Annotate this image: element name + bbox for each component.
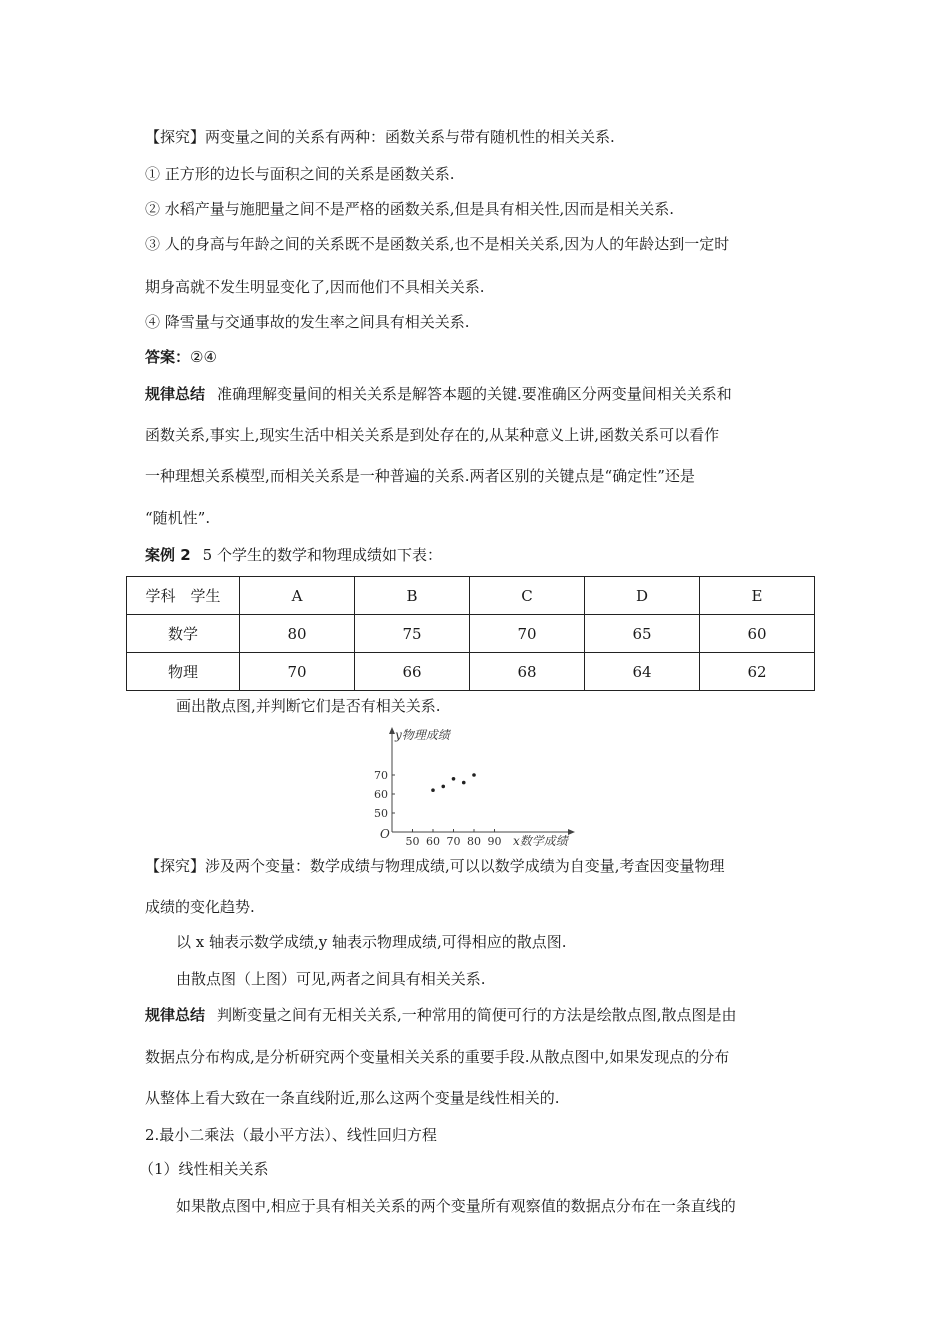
- item-3-line-2: 期身高就不发生明显变化了,因而他们不具相关关系.: [145, 278, 485, 296]
- table-cell: 64: [585, 653, 700, 691]
- table-header-cell: D: [585, 577, 700, 615]
- y-axis-label: y物理成绩: [395, 728, 450, 742]
- y-tick-label: 70: [374, 769, 388, 782]
- table-cell: 66: [355, 653, 470, 691]
- axis-description: 以 x 轴表示数学成绩,y 轴表示物理成绩,可得相应的散点图.: [176, 933, 567, 951]
- scatter-point: [431, 788, 435, 792]
- scatter-point: [462, 781, 466, 785]
- rule-summary-label: 规律总结: [145, 385, 206, 403]
- case-label: 案例 2: [145, 546, 191, 564]
- table-row: [127, 653, 815, 691]
- explore-tag: 【探究】: [145, 857, 206, 875]
- explore-text: 两变量之间的关系有两种：函数关系与带有随机性的相关关系.: [205, 128, 615, 146]
- item-1: ① 正方形的边长与面积之间的关系是函数关系.: [145, 165, 455, 183]
- x-tick-label: 70: [446, 835, 461, 848]
- table-cell: 62: [700, 653, 815, 691]
- item-2: ② 水稻产量与施肥量之间不是严格的函数关系,但是具有相关性,因而是相关关系.: [145, 200, 675, 218]
- item-4: ④ 降雪量与交通事故的发生率之间具有相关关系.: [145, 313, 470, 331]
- table-cell: 数学: [127, 615, 240, 653]
- body-text: 如果散点图中,相应于具有相关关系的两个变量所有观察值的数据点分布在一条直线的: [176, 1197, 736, 1215]
- table-header-cell: A: [240, 577, 355, 615]
- origin-label: O: [380, 827, 390, 841]
- conclusion-text: 由散点图（上图）可见,两者之间具有相关关系.: [176, 970, 486, 988]
- rule-summary-1-line-2: 函数关系,事实上,现实生活中相关关系是到处存在的,从某种意义上讲,函数关系可以看作: [145, 426, 720, 444]
- explore-paragraph-2-line-2: 成绩的变化趋势.: [145, 898, 255, 916]
- scatter-point: [441, 785, 445, 789]
- answer-value: ②④: [190, 348, 217, 366]
- chart-axes: [389, 727, 575, 835]
- explore-paragraph-2-line-1: [145, 856, 725, 876]
- rule-summary-2-line-3: 从整体上看大致在一条直线附近,那么这两个变量是线性相关的.: [145, 1089, 560, 1107]
- rule-summary-1-line-1: [145, 384, 732, 404]
- table-row: [127, 615, 815, 653]
- answer-label: 答案：: [145, 348, 191, 366]
- table-cell: 70: [240, 653, 355, 691]
- table-cell: 70: [470, 615, 585, 653]
- table-header-cell: C: [470, 577, 585, 615]
- rule-summary-1-line-4: “随机性”.: [145, 509, 211, 527]
- subsection-heading: （1）线性相关关系: [139, 1160, 269, 1178]
- y-tick-label: 60: [374, 788, 388, 801]
- item-3-line-1: ③ 人的身高与年龄之间的关系既不是函数关系,也不是相关关系,因为人的年龄达到一定时: [145, 235, 730, 253]
- rule-summary-text: 准确理解变量间的相关关系是解答本题的关键.要准确区分两变量间相关关系和: [217, 385, 732, 403]
- section-heading: 2.最小二乘法（最小平方法）、线性回归方程: [145, 1126, 437, 1144]
- scatter-point: [472, 773, 476, 777]
- rule-summary-text: 判断变量之间有无相关关系,一种常用的简便可行的方法是绘散点图,散点图是由: [217, 1006, 737, 1024]
- y-tick-label: 50: [374, 807, 388, 820]
- x-axis-label: x数学成绩: [513, 834, 568, 848]
- rule-summary-1-line-3: 一种理想关系模型,而相关关系是一种普遍的关系.两者区别的关键点是“确定性”还是: [145, 467, 695, 485]
- table-cell: 60: [700, 615, 815, 653]
- instruction-text: 画出散点图,并判断它们是否有相关关系.: [176, 697, 441, 715]
- x-tick-label: 50: [405, 835, 420, 848]
- scatter-plot: [366, 724, 586, 849]
- rule-summary-2-line-2: 数据点分布构成,是分析研究两个变量相关关系的重要手段.从散点图中,如果发现点的分布: [145, 1048, 730, 1066]
- table-header-cell: E: [700, 577, 815, 615]
- x-tick-label: 60: [426, 835, 440, 848]
- x-axis-arrow: [568, 829, 575, 835]
- table-header-cell: B: [355, 577, 470, 615]
- answer-line: [145, 347, 217, 367]
- explore-paragraph-1: [145, 127, 615, 147]
- x-tick-label: 90: [487, 835, 502, 848]
- table-cell: 物理: [127, 653, 240, 691]
- table-header-row: [127, 577, 815, 615]
- table-cell: 65: [585, 615, 700, 653]
- table-header-cell: 学科 学生: [127, 577, 240, 615]
- explore-text: 涉及两个变量：数学成绩与物理成绩,可以以数学成绩为自变量,考查因变量物理: [205, 857, 725, 875]
- explore-tag: 【探究】: [145, 128, 206, 146]
- x-tick-label: 80: [467, 835, 481, 848]
- scatter-point: [452, 777, 456, 781]
- table-cell: 80: [240, 615, 355, 653]
- case-text: 5 个学生的数学和物理成绩如下表：: [202, 546, 442, 564]
- case-2-heading: [145, 545, 442, 565]
- table-cell: 68: [470, 653, 585, 691]
- scores-table: [126, 576, 815, 691]
- rule-summary-2-line-1: [145, 1005, 737, 1025]
- rule-summary-label: 规律总结: [145, 1006, 206, 1024]
- table-cell: 75: [355, 615, 470, 653]
